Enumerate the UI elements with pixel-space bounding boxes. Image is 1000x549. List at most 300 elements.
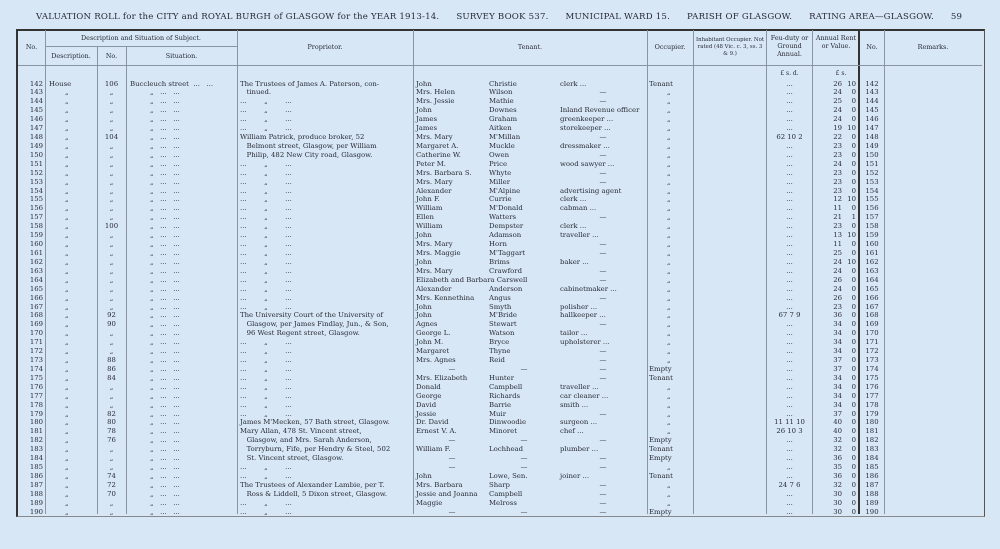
proprietor: ... „ ... xyxy=(240,213,292,222)
row-number-right: 184 xyxy=(865,454,879,463)
tenant-occupation: dressmaker ... xyxy=(560,141,610,150)
feu-duty: ... xyxy=(786,222,793,231)
proprietor: 96 West Regent street, Glasgow. xyxy=(240,329,360,338)
header-tenant: Tenant. xyxy=(517,43,543,51)
tenant-surname: M'Donald xyxy=(489,204,523,213)
proprietor: ... „ ... xyxy=(240,284,292,293)
proprietor: ... „ ... xyxy=(240,248,292,257)
occupier: „ xyxy=(667,195,671,204)
tenant-occupation: clerk ... xyxy=(560,195,587,204)
tenant-first-name: Mrs. Jessie xyxy=(416,97,455,106)
tenant-occupation: — xyxy=(599,364,607,373)
house-number: 76 xyxy=(107,436,116,445)
tenant-first-name: James xyxy=(416,115,438,124)
situation: „ ... ... xyxy=(150,222,180,231)
row-number-right: 172 xyxy=(865,347,879,356)
tenant-first-name: Mrs. Mary xyxy=(416,240,453,249)
rent-pounds: 34 xyxy=(833,382,842,391)
description: „ xyxy=(65,356,69,365)
tenant-surname: Lowe, Sen. xyxy=(489,471,528,480)
situation: „ ... ... xyxy=(150,507,180,516)
tenant-occupation: joiner ... xyxy=(560,471,590,480)
row-number-right: 179 xyxy=(865,409,879,418)
feu-duty: ... xyxy=(786,257,793,266)
row-number-right: 185 xyxy=(865,463,879,472)
occupier: „ xyxy=(667,293,671,302)
situation: „ ... ... xyxy=(150,364,180,373)
tenant-surname: Melross xyxy=(489,498,517,507)
occupier: „ xyxy=(667,427,671,436)
description: „ xyxy=(65,445,69,454)
rent-shillings: 0 xyxy=(851,338,856,347)
tenant-surname: Whyte xyxy=(489,168,512,177)
proprietor: ... „ ... xyxy=(240,347,292,356)
row-number-right: 186 xyxy=(865,471,879,480)
row-number: 148 xyxy=(29,133,43,142)
feu-duty: ... xyxy=(786,400,793,409)
row-number: 157 xyxy=(29,213,43,222)
tenant-surname: Angus xyxy=(489,293,511,302)
tenant-surname: Wilson xyxy=(489,88,513,97)
tenant-first-name: John xyxy=(416,106,432,115)
tenant-occupation: storekeeper ... xyxy=(560,124,611,133)
feu-duty: ... xyxy=(786,302,793,311)
tenant-first-name: John xyxy=(416,471,432,480)
description: „ xyxy=(65,311,69,320)
rent-shillings: 0 xyxy=(851,347,856,356)
situation: „ ... ... xyxy=(150,391,180,400)
rent-shillings: 0 xyxy=(851,302,856,311)
occupier: „ xyxy=(667,320,671,329)
house-number: 100 xyxy=(104,222,119,231)
house-number: „ xyxy=(109,168,114,177)
occupier: „ xyxy=(667,124,671,133)
description: „ xyxy=(65,115,69,124)
tenant-occupation: — xyxy=(599,293,607,302)
header-annual-rent: Annual Rent or Value. xyxy=(815,34,857,50)
tenant-occupation: traveller ... xyxy=(560,382,599,391)
situation: „ ... ... xyxy=(150,266,180,275)
column-divider xyxy=(766,30,767,514)
situation: „ ... ... xyxy=(150,400,180,409)
rent-pounds: 25 xyxy=(833,97,842,106)
tenant-occupation: hallkeeper ... xyxy=(560,311,606,320)
row-number-right: 155 xyxy=(865,195,879,204)
description: „ xyxy=(65,106,69,115)
column-divider xyxy=(884,30,885,514)
house-number: „ xyxy=(109,293,114,302)
rent-pounds: 40 xyxy=(833,418,842,427)
occupier: „ xyxy=(667,115,671,124)
row-number: 181 xyxy=(29,427,43,436)
occupier: „ xyxy=(667,302,671,311)
tenant-surname: Miller xyxy=(489,177,511,186)
tenant-occupation: — xyxy=(599,240,607,249)
tenant-surname: — xyxy=(520,454,528,463)
occupier: Empty xyxy=(649,364,672,373)
tenant-occupation: — xyxy=(599,436,607,445)
column-divider xyxy=(647,30,648,514)
description: „ xyxy=(65,257,69,266)
row-number: 150 xyxy=(29,150,43,159)
proprietor: ... „ ... xyxy=(240,373,292,382)
tenant-surname: Watters xyxy=(489,213,517,222)
rent-shillings: 0 xyxy=(851,364,856,373)
rent-shillings: 0 xyxy=(851,409,856,418)
rent-shillings: 0 xyxy=(851,88,856,97)
description: „ xyxy=(65,293,69,302)
proprietor: Mary Allan, 478 St. Vincent street, xyxy=(240,427,362,436)
house-number: 78 xyxy=(107,427,116,436)
feu-duty: 67 7 9 xyxy=(778,311,801,320)
rent-shillings: 0 xyxy=(851,141,856,150)
rent-shillings: 0 xyxy=(851,159,856,168)
description: „ xyxy=(65,275,69,284)
occupier: „ xyxy=(667,391,671,400)
row-number: 180 xyxy=(29,418,43,427)
situation: „ ... ... xyxy=(150,159,180,168)
tenant-first-name: William F. xyxy=(416,445,451,454)
row-number-right: 145 xyxy=(865,106,879,115)
tenant-occupation: surgeon ... xyxy=(560,418,598,427)
feu-duty: ... xyxy=(786,88,793,97)
feu-duty: ... xyxy=(786,364,793,373)
feu-duty: ... xyxy=(786,97,793,106)
house-number: „ xyxy=(109,195,114,204)
proprietor: ... „ ... xyxy=(240,507,292,516)
feu-duty: ... xyxy=(786,159,793,168)
tenant-occupation: greenkeeper ... xyxy=(560,115,614,124)
rent-shillings: 10 xyxy=(847,257,856,266)
row-number: 160 xyxy=(29,240,43,249)
feu-duty: ... xyxy=(786,436,793,445)
rent-shillings: 0 xyxy=(851,507,856,516)
feu-duty: ... xyxy=(786,338,793,347)
row-number: 188 xyxy=(29,489,43,498)
occupier: „ xyxy=(667,284,671,293)
feu-duty: ... xyxy=(786,489,793,498)
tenant-occupation: advertising agent xyxy=(560,186,622,195)
tenant-first-name: — xyxy=(448,454,456,463)
row-number: 152 xyxy=(29,168,43,177)
rent-pounds: 30 xyxy=(833,498,842,507)
description: „ xyxy=(65,240,69,249)
tenant-surname: Adamson xyxy=(489,231,522,240)
proprietor: ... „ ... xyxy=(240,498,292,507)
occupier: „ xyxy=(667,159,671,168)
rent-shillings: 0 xyxy=(851,436,856,445)
row-number: 151 xyxy=(29,159,43,168)
rent-shillings: 0 xyxy=(851,240,856,249)
row-number-right: 168 xyxy=(865,311,879,320)
situation: „ ... ... xyxy=(150,338,180,347)
proprietor: ... „ ... xyxy=(240,382,292,391)
tenant-occupation: plumber ... xyxy=(560,445,599,454)
rent-shillings: 0 xyxy=(851,248,856,257)
tenant-surname: M'Millan xyxy=(489,133,521,142)
feu-duty: ... xyxy=(786,204,793,213)
feu-duty: 26 10 3 xyxy=(776,427,803,436)
occupier: „ xyxy=(667,150,671,159)
row-number-right: 152 xyxy=(865,168,879,177)
occupier: „ xyxy=(667,480,671,489)
row-number-right: 158 xyxy=(865,222,879,231)
tenant-first-name: — xyxy=(448,463,456,472)
feu-duty: ... xyxy=(786,231,793,240)
roll-title: VALUATION ROLL for the CITY and ROYAL BURGH of GLASGOW for the YEAR 1913-14. xyxy=(36,12,440,22)
feu-duty: 24 7 6 xyxy=(778,480,801,489)
rent-pounds: 32 xyxy=(833,445,842,454)
tenant-surname: Lochhead xyxy=(489,445,524,454)
proprietor: ... „ ... xyxy=(240,168,292,177)
header-proprietor: Proprietor. xyxy=(307,43,343,51)
proprietor: James M'Mecken, 57 Bath street, Glasgow. xyxy=(240,418,390,427)
row-number: 153 xyxy=(29,177,43,186)
description: „ xyxy=(65,141,69,150)
rent-shillings: 0 xyxy=(851,97,856,106)
house-number: 84 xyxy=(107,373,116,382)
municipal-ward: MUNICIPAL WARD 15. xyxy=(565,12,671,22)
rent-pounds: 23 xyxy=(833,150,842,159)
row-number: 149 xyxy=(29,141,43,150)
proprietor: Ross & Liddell, 5 Dixon street, Glasgow. xyxy=(240,489,388,498)
description: „ xyxy=(65,88,69,97)
row-number: 142 xyxy=(29,79,43,88)
rent-shillings: 0 xyxy=(851,356,856,365)
tenant-occupation: tailor ... xyxy=(560,329,588,338)
tenant-surname: Currie xyxy=(489,195,512,204)
proprietor: ... „ ... xyxy=(240,106,292,115)
tenant-occupation: — xyxy=(599,463,607,472)
header-divider xyxy=(45,46,237,47)
situation: „ ... ... xyxy=(150,373,180,382)
tenant-occupation: — xyxy=(599,489,607,498)
tenant-surname: Campbell xyxy=(489,382,523,391)
situation: „ ... ... xyxy=(150,97,180,106)
tenant-occupation: — xyxy=(599,454,607,463)
rent-shillings: 0 xyxy=(851,400,856,409)
rent-shillings: 0 xyxy=(851,480,856,489)
row-number: 172 xyxy=(29,347,43,356)
row-number-right: 159 xyxy=(865,231,879,240)
feu-duty: ... xyxy=(786,409,793,418)
situation: „ ... ... xyxy=(150,320,180,329)
feu-duty: ... xyxy=(786,177,793,186)
rent-pounds: 23 xyxy=(833,222,842,231)
tenant-first-name: John M. xyxy=(416,338,444,347)
house-number: „ xyxy=(109,204,114,213)
row-number-right: 176 xyxy=(865,382,879,391)
rent-shillings: 0 xyxy=(851,150,856,159)
proprietor: ... „ ... xyxy=(240,293,292,302)
situation: „ ... ... xyxy=(150,311,180,320)
feu-duty: ... xyxy=(786,248,793,257)
rent-pounds: 34 xyxy=(833,320,842,329)
tenant-occupation: — xyxy=(599,409,607,418)
occupier: Empty xyxy=(649,454,672,463)
feu-duty: ... xyxy=(786,150,793,159)
proprietor: ... „ ... xyxy=(240,240,292,249)
tenant-occupation: — xyxy=(599,320,607,329)
occupier: „ xyxy=(667,222,671,231)
rent-pounds: 24 xyxy=(833,257,842,266)
tenant-surname: Bryce xyxy=(489,338,510,347)
tenant-first-name: Margaret xyxy=(416,347,450,356)
situation: „ ... ... xyxy=(150,115,180,124)
header-inhabitant-occupier: Inhabitant Occupier. Not rated (48 Vic. c. 3, ss. 3 & 9.) xyxy=(695,37,765,57)
house-number: „ xyxy=(109,454,114,463)
tenant-first-name: — xyxy=(448,364,456,373)
occupier: Tenant xyxy=(649,373,673,382)
rent-shillings: 0 xyxy=(851,427,856,436)
rent-shillings: 0 xyxy=(851,320,856,329)
rent-pounds: 36 xyxy=(833,454,842,463)
row-number-right: 175 xyxy=(865,373,879,382)
description: „ xyxy=(65,222,69,231)
rent-shillings: 0 xyxy=(851,489,856,498)
page-number: 59 xyxy=(950,12,963,22)
situation: „ ... ... xyxy=(150,445,180,454)
proprietor: ... „ ... xyxy=(240,177,292,186)
tenant-first-name: John xyxy=(416,302,432,311)
house-number: „ xyxy=(109,275,114,284)
proprietor: ... „ ... xyxy=(240,338,292,347)
feu-duty: ... xyxy=(786,115,793,124)
house-number: „ xyxy=(109,463,114,472)
situation: „ ... ... xyxy=(150,195,180,204)
tenant-occupation: — xyxy=(599,177,607,186)
tenant-first-name: Mrs. Kennethina xyxy=(416,293,475,302)
rent-pounds: 23 xyxy=(833,168,842,177)
rent-pounds: 11 xyxy=(833,204,842,213)
situation: Buccleuch street ... ... xyxy=(130,79,214,88)
occupier: „ xyxy=(667,240,671,249)
tenant-first-name: Catherine W. xyxy=(416,150,461,159)
tenant-first-name: Alexander xyxy=(416,284,452,293)
rent-pounds: 26 xyxy=(833,293,842,302)
feu-duty: ... xyxy=(786,507,793,516)
row-number: 165 xyxy=(29,284,43,293)
feu-duty: ... xyxy=(786,186,793,195)
description: „ xyxy=(65,159,69,168)
proprietor: The Trustees of Alexander Lambie, per T. xyxy=(240,480,385,489)
tenant-first-name: Mrs. Mary xyxy=(416,133,453,142)
row-number: 144 xyxy=(29,97,43,106)
column-divider xyxy=(413,30,414,514)
house-number: „ xyxy=(109,231,114,240)
occupier: „ xyxy=(667,400,671,409)
feu-duty: ... xyxy=(786,356,793,365)
rent-shillings: 0 xyxy=(851,418,856,427)
situation: „ ... ... xyxy=(150,124,180,133)
tenant-surname: M'Taggart xyxy=(489,248,526,257)
feu-duty: ... xyxy=(786,373,793,382)
situation: „ ... ... xyxy=(150,248,180,257)
situation: „ ... ... xyxy=(150,88,180,97)
situation: „ ... ... xyxy=(150,275,180,284)
situation: „ ... ... xyxy=(150,498,180,507)
rent-pounds: 24 xyxy=(833,266,842,275)
row-number: 173 xyxy=(29,356,43,365)
occupier: „ xyxy=(667,186,671,195)
situation: „ ... ... xyxy=(150,382,180,391)
rent-pounds: 26 xyxy=(833,79,842,88)
occupier: „ xyxy=(667,248,671,257)
row-number-right: 178 xyxy=(865,400,879,409)
house-number: „ xyxy=(109,329,114,338)
tenant-surname: Owen xyxy=(489,150,510,159)
occupier: „ xyxy=(667,338,671,347)
proprietor: tinued. xyxy=(240,88,272,97)
house-number: „ xyxy=(109,266,114,275)
row-number-right: 165 xyxy=(865,284,879,293)
situation: „ ... ... xyxy=(150,347,180,356)
row-number-right: 166 xyxy=(865,293,879,302)
tenant-first-name: George xyxy=(416,391,442,400)
tenant-first-name: Mrs. Helen xyxy=(416,88,456,97)
tenant-surname: Thyne xyxy=(489,347,511,356)
rent-shillings: 10 xyxy=(847,124,856,133)
house-number: „ xyxy=(109,240,114,249)
tenant-occupation: cabman ... xyxy=(560,204,597,213)
rent-pounds: 36 xyxy=(833,311,842,320)
tenant-surname: Sharp xyxy=(489,480,510,489)
rent-shillings: 10 xyxy=(847,79,856,88)
feu-duty: ... xyxy=(786,106,793,115)
tenant-first-name: Mrs. Barbara xyxy=(416,480,463,489)
proprietor: ... „ ... xyxy=(240,364,292,373)
tenant-occupation: — xyxy=(599,275,607,284)
row-number: 143 xyxy=(29,88,43,97)
tenant-surname: M'Bride xyxy=(489,311,517,320)
proprietor: Belmont street, Glasgow, per William xyxy=(240,141,377,150)
house-number: 82 xyxy=(107,409,116,418)
row-number-right: 164 xyxy=(865,275,879,284)
occupier: Empty xyxy=(649,436,672,445)
tenant-occupation: — xyxy=(599,168,607,177)
tenant-occupation: cabinetmaker ... xyxy=(560,284,617,293)
row-number-right: 162 xyxy=(865,257,879,266)
tenant-occupation: upholsterer ... xyxy=(560,338,610,347)
house-number: „ xyxy=(109,284,114,293)
rent-shillings: 0 xyxy=(851,186,856,195)
tenant-surname: Aitken xyxy=(489,124,512,133)
tenant-first-name: Agnes xyxy=(416,320,438,329)
tenant-occupation: — xyxy=(599,373,607,382)
feu-duty: ... xyxy=(786,213,793,222)
rent-shillings: 10 xyxy=(847,231,856,240)
row-number-right: 182 xyxy=(865,436,879,445)
row-number: 175 xyxy=(29,373,43,382)
tenant-surname: Downes xyxy=(489,106,517,115)
row-number: 145 xyxy=(29,106,43,115)
house-number: 88 xyxy=(107,356,116,365)
rent-pounds: 30 xyxy=(833,489,842,498)
row-number: 158 xyxy=(29,222,43,231)
situation: „ ... ... xyxy=(150,284,180,293)
tenant-surname: Horn xyxy=(489,240,507,249)
rent-shillings: 0 xyxy=(851,463,856,472)
proprietor: ... „ ... xyxy=(240,124,292,133)
house-number: „ xyxy=(109,141,114,150)
feu-duty: ... xyxy=(786,454,793,463)
rent-shillings: 10 xyxy=(847,195,856,204)
situation: „ ... ... xyxy=(150,471,180,480)
description: „ xyxy=(65,97,69,106)
tenant-occupation: — xyxy=(599,507,607,516)
row-number-right: 157 xyxy=(865,213,879,222)
tenant-occupation: clerk ... xyxy=(560,222,587,231)
